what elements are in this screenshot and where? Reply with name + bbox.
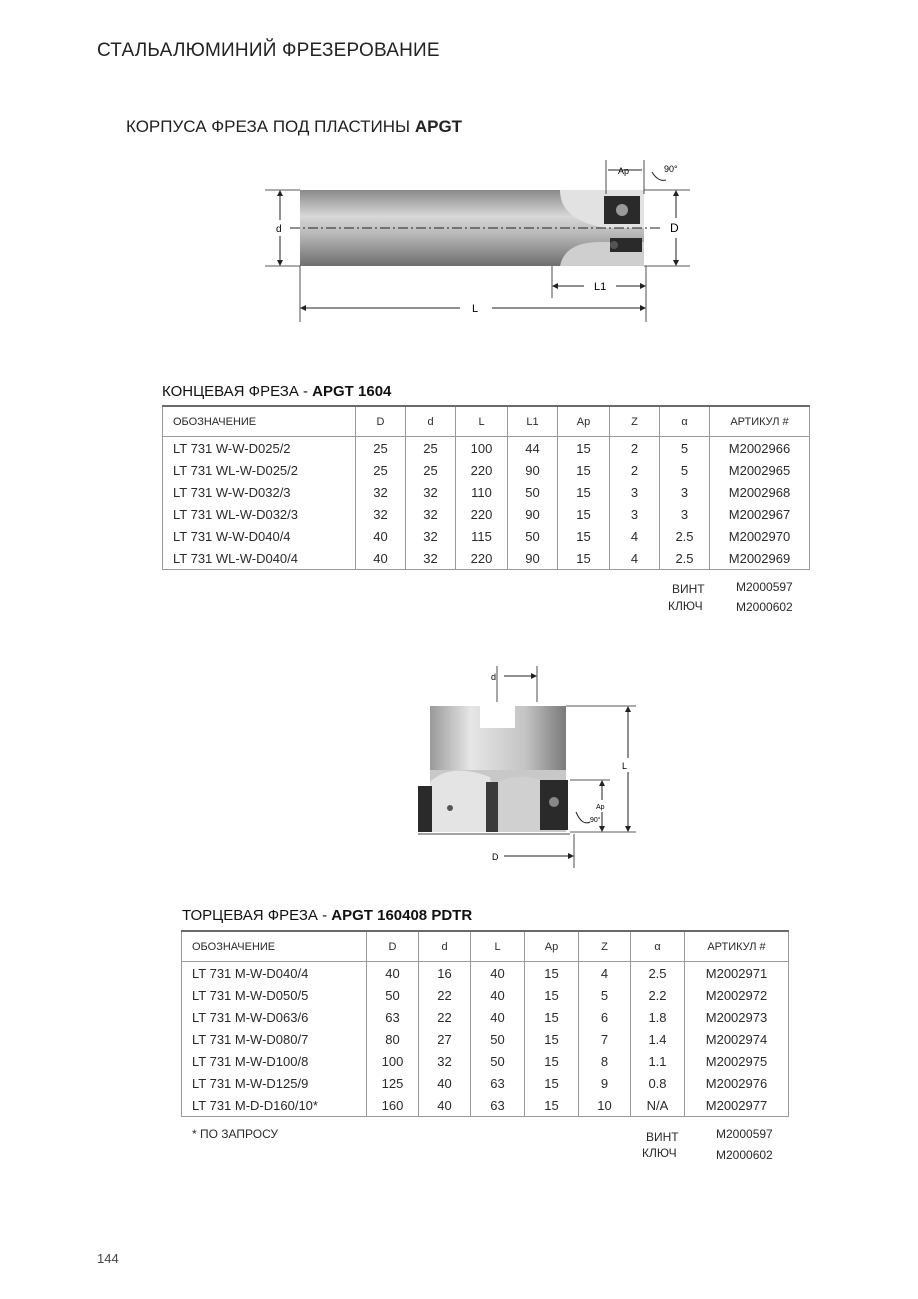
screw-code: M2000597 bbox=[736, 580, 793, 594]
col-header: α bbox=[660, 406, 710, 437]
screw-label-2: ВИНТ bbox=[646, 1130, 679, 1144]
key-label: КЛЮЧ bbox=[668, 599, 703, 613]
table-cell: 32 bbox=[356, 503, 406, 525]
table-cell: 44 bbox=[508, 437, 558, 460]
table-cell: 80 bbox=[367, 1028, 419, 1050]
table1-title-text: КОНЦЕВАЯ ФРЕЗА - bbox=[162, 383, 313, 400]
table-cell: 9 bbox=[579, 1072, 631, 1094]
table-cell: LT 731 WL-W-D025/2 bbox=[163, 459, 356, 481]
table-cell: 50 bbox=[508, 525, 558, 547]
table-cell: 125 bbox=[367, 1072, 419, 1094]
col-header: α bbox=[631, 931, 685, 962]
table-row bbox=[182, 1094, 789, 1117]
table-cell: 63 bbox=[471, 1072, 525, 1094]
table-cell: 90 bbox=[508, 459, 558, 481]
table-cell: 15 bbox=[525, 1028, 579, 1050]
col-header: Ap bbox=[525, 931, 579, 962]
table-cell: 220 bbox=[456, 459, 508, 481]
table-cell: 40 bbox=[367, 962, 419, 985]
table-cell: 115 bbox=[456, 525, 508, 547]
table-cell: 1.1 bbox=[631, 1050, 685, 1072]
table-cell: LT 731 WL-W-D040/4 bbox=[163, 547, 356, 570]
table-cell: 50 bbox=[471, 1050, 525, 1072]
table-cell: 15 bbox=[558, 525, 610, 547]
label-L2: L bbox=[622, 761, 628, 771]
table-cell: 3 bbox=[610, 503, 660, 525]
col-header: d bbox=[406, 406, 456, 437]
table-cell: M2002972 bbox=[685, 984, 789, 1006]
table-cell: 5 bbox=[660, 459, 710, 481]
table-row bbox=[163, 525, 810, 547]
table-cell: 15 bbox=[558, 503, 610, 525]
table-cell: 4 bbox=[610, 525, 660, 547]
table-cell: 32 bbox=[356, 481, 406, 503]
table-cell: 25 bbox=[406, 459, 456, 481]
label-D2: D bbox=[492, 852, 499, 862]
table-cell: 6 bbox=[579, 1006, 631, 1028]
label-Ap2: Ap bbox=[596, 804, 605, 811]
table-cell: M2002974 bbox=[685, 1028, 789, 1050]
key-label-2: КЛЮЧ bbox=[642, 1146, 677, 1160]
table-row bbox=[163, 481, 810, 503]
table-cell: 15 bbox=[525, 1006, 579, 1028]
table-row bbox=[182, 1028, 789, 1050]
table-cell: 40 bbox=[419, 1094, 471, 1117]
table-cell: 4 bbox=[579, 962, 631, 985]
table-cell: 8 bbox=[579, 1050, 631, 1072]
table-cell: 220 bbox=[456, 503, 508, 525]
col-header: Z bbox=[610, 406, 660, 437]
table-cell: 3 bbox=[660, 481, 710, 503]
table-cell: 15 bbox=[525, 984, 579, 1006]
table-cell: 1.4 bbox=[631, 1028, 685, 1050]
table-cell: 5 bbox=[660, 437, 710, 460]
table-cell: 15 bbox=[558, 459, 610, 481]
table-row bbox=[182, 1006, 789, 1028]
table-cell: 2 bbox=[610, 459, 660, 481]
col-header: АРТИКУЛ # bbox=[685, 931, 789, 962]
table-cell: 40 bbox=[471, 984, 525, 1006]
col-header: D bbox=[356, 406, 406, 437]
table-cell: M2002977 bbox=[685, 1094, 789, 1117]
table-cell: LT 731 W-W-D025/2 bbox=[163, 437, 356, 460]
table-cell: 2.2 bbox=[631, 984, 685, 1006]
col-header: L1 bbox=[508, 406, 558, 437]
table-cell: LT 731 M-W-D080/7 bbox=[182, 1028, 367, 1050]
table-cell: 25 bbox=[406, 437, 456, 460]
table-header-row bbox=[163, 406, 810, 437]
table-cell: 2.5 bbox=[660, 547, 710, 570]
table-cell: 3 bbox=[660, 503, 710, 525]
table-cell: 40 bbox=[356, 547, 406, 570]
table-cell: 40 bbox=[419, 1072, 471, 1094]
table2-title-bold: APGT 160408 PDTR bbox=[331, 907, 473, 924]
table-header-row bbox=[182, 931, 789, 962]
table-cell: 15 bbox=[525, 1094, 579, 1117]
screw-label: ВИНТ bbox=[672, 582, 705, 596]
label-Ap: Ap bbox=[618, 166, 630, 176]
table-cell: M2002968 bbox=[710, 481, 810, 503]
key-code: M2000602 bbox=[736, 600, 793, 614]
table-cell: M2002966 bbox=[710, 437, 810, 460]
table-cell: 15 bbox=[558, 481, 610, 503]
table-cell: 100 bbox=[456, 437, 508, 460]
table-row bbox=[163, 547, 810, 570]
label-d: d bbox=[276, 224, 282, 235]
table-cell: 22 bbox=[419, 1006, 471, 1028]
table1-title-bold: APGT 1604 bbox=[312, 383, 392, 400]
section-heading-text: КОРПУСА ФРЕЗА ПОД ПЛАСТИНЫ bbox=[126, 117, 415, 136]
table-cell: 110 bbox=[456, 481, 508, 503]
screw-code-2: M2000597 bbox=[716, 1127, 773, 1141]
table-row bbox=[163, 437, 810, 460]
table-cell: 27 bbox=[419, 1028, 471, 1050]
table-cell: 220 bbox=[456, 547, 508, 570]
table-cell: 32 bbox=[406, 547, 456, 570]
table-cell: M2002970 bbox=[710, 525, 810, 547]
table-cell: 50 bbox=[367, 984, 419, 1006]
table-cell: 40 bbox=[471, 962, 525, 985]
table-cell: M2002973 bbox=[685, 1006, 789, 1028]
col-header: L bbox=[456, 406, 508, 437]
label-angle: 90° bbox=[664, 164, 678, 174]
section-heading bbox=[126, 117, 462, 137]
col-header: d bbox=[419, 931, 471, 962]
table-cell: M2002976 bbox=[685, 1072, 789, 1094]
table-cell: 15 bbox=[525, 1072, 579, 1094]
table-cell: LT 731 M-W-D050/5 bbox=[182, 984, 367, 1006]
table-cell: 40 bbox=[356, 525, 406, 547]
table-cell: LT 731 M-W-D125/9 bbox=[182, 1072, 367, 1094]
col-header: ОБОЗНАЧЕНИЕ bbox=[182, 931, 367, 962]
table-cell: 32 bbox=[406, 503, 456, 525]
table-cell: 15 bbox=[525, 1050, 579, 1072]
table-cell: LT 731 M-W-D063/6 bbox=[182, 1006, 367, 1028]
table-cell: 16 bbox=[419, 962, 471, 985]
table-cell: LT 731 WL-W-D032/3 bbox=[163, 503, 356, 525]
label-d2: d bbox=[491, 672, 497, 682]
table-cell: LT 731 M-W-D040/4 bbox=[182, 962, 367, 985]
table-cell: 32 bbox=[406, 525, 456, 547]
table-cell: 25 bbox=[356, 437, 406, 460]
table-cell: 15 bbox=[558, 547, 610, 570]
col-header: L bbox=[471, 931, 525, 962]
table-cell: 2 bbox=[610, 437, 660, 460]
table-cell: 15 bbox=[525, 962, 579, 985]
table-cell: M2002965 bbox=[710, 459, 810, 481]
table2-title-text: ТОРЦЕВАЯ ФРЕЗА - bbox=[182, 907, 332, 924]
end-mill-table bbox=[162, 405, 810, 570]
table-cell: 90 bbox=[508, 547, 558, 570]
label-L: L bbox=[472, 303, 479, 315]
table-cell: 22 bbox=[419, 984, 471, 1006]
table-cell: M2002967 bbox=[710, 503, 810, 525]
table-cell: 7 bbox=[579, 1028, 631, 1050]
table-cell: 40 bbox=[471, 1006, 525, 1028]
table-cell: 63 bbox=[471, 1094, 525, 1117]
table-cell: M2002975 bbox=[685, 1050, 789, 1072]
page-header: СТАЛЬАЛЮМИНИЙ ФРЕЗЕРОВАНИЕ bbox=[97, 40, 440, 61]
table-cell: 1.8 bbox=[631, 1006, 685, 1028]
table-cell: LT 731 W-W-D040/4 bbox=[163, 525, 356, 547]
table1-title bbox=[162, 383, 391, 400]
col-header: ОБОЗНАЧЕНИЕ bbox=[163, 406, 356, 437]
table-row bbox=[182, 1050, 789, 1072]
table-cell: 5 bbox=[579, 984, 631, 1006]
table-cell: M2002971 bbox=[685, 962, 789, 985]
table-cell: N/A bbox=[631, 1094, 685, 1117]
table-cell: LT 731 M-D-D160/10* bbox=[182, 1094, 367, 1117]
table-cell: 3 bbox=[610, 481, 660, 503]
table-row bbox=[182, 1072, 789, 1094]
table-cell: 90 bbox=[508, 503, 558, 525]
table-row bbox=[163, 459, 810, 481]
table-cell: 2.5 bbox=[660, 525, 710, 547]
table-cell: 32 bbox=[406, 481, 456, 503]
table-cell: 63 bbox=[367, 1006, 419, 1028]
table-cell: 50 bbox=[508, 481, 558, 503]
col-header: Z bbox=[579, 931, 631, 962]
table-row bbox=[163, 503, 810, 525]
label-L1: L1 bbox=[594, 281, 607, 293]
table-cell: 25 bbox=[356, 459, 406, 481]
table-cell: 10 bbox=[579, 1094, 631, 1117]
table-cell: 32 bbox=[419, 1050, 471, 1072]
key-code-2: M2000602 bbox=[716, 1148, 773, 1162]
table-cell: 15 bbox=[558, 437, 610, 460]
table-cell: 0.8 bbox=[631, 1072, 685, 1094]
col-header: АРТИКУЛ # bbox=[710, 406, 810, 437]
table-cell: 2.5 bbox=[631, 962, 685, 985]
section-heading-bold: APGT bbox=[414, 117, 463, 136]
table-cell: M2002969 bbox=[710, 547, 810, 570]
label-D: D bbox=[670, 221, 679, 235]
page-number: 144 bbox=[97, 1251, 119, 1266]
table-cell: LT 731 W-W-D032/3 bbox=[163, 481, 356, 503]
end-mill-diagram bbox=[260, 150, 700, 330]
table-row bbox=[182, 962, 789, 985]
table2-title bbox=[182, 907, 472, 924]
table-cell: 160 bbox=[367, 1094, 419, 1117]
col-header: Ap bbox=[558, 406, 610, 437]
table-cell: 4 bbox=[610, 547, 660, 570]
table-cell: 100 bbox=[367, 1050, 419, 1072]
table-cell: LT 731 M-W-D100/8 bbox=[182, 1050, 367, 1072]
table-cell: 50 bbox=[471, 1028, 525, 1050]
face-mill-diagram bbox=[410, 662, 650, 874]
face-mill-table bbox=[181, 930, 789, 1117]
label-angle2: 90° bbox=[590, 817, 601, 824]
footnote: * ПО ЗАПРОСУ bbox=[192, 1127, 279, 1141]
table-row bbox=[182, 984, 789, 1006]
col-header: D bbox=[367, 931, 419, 962]
